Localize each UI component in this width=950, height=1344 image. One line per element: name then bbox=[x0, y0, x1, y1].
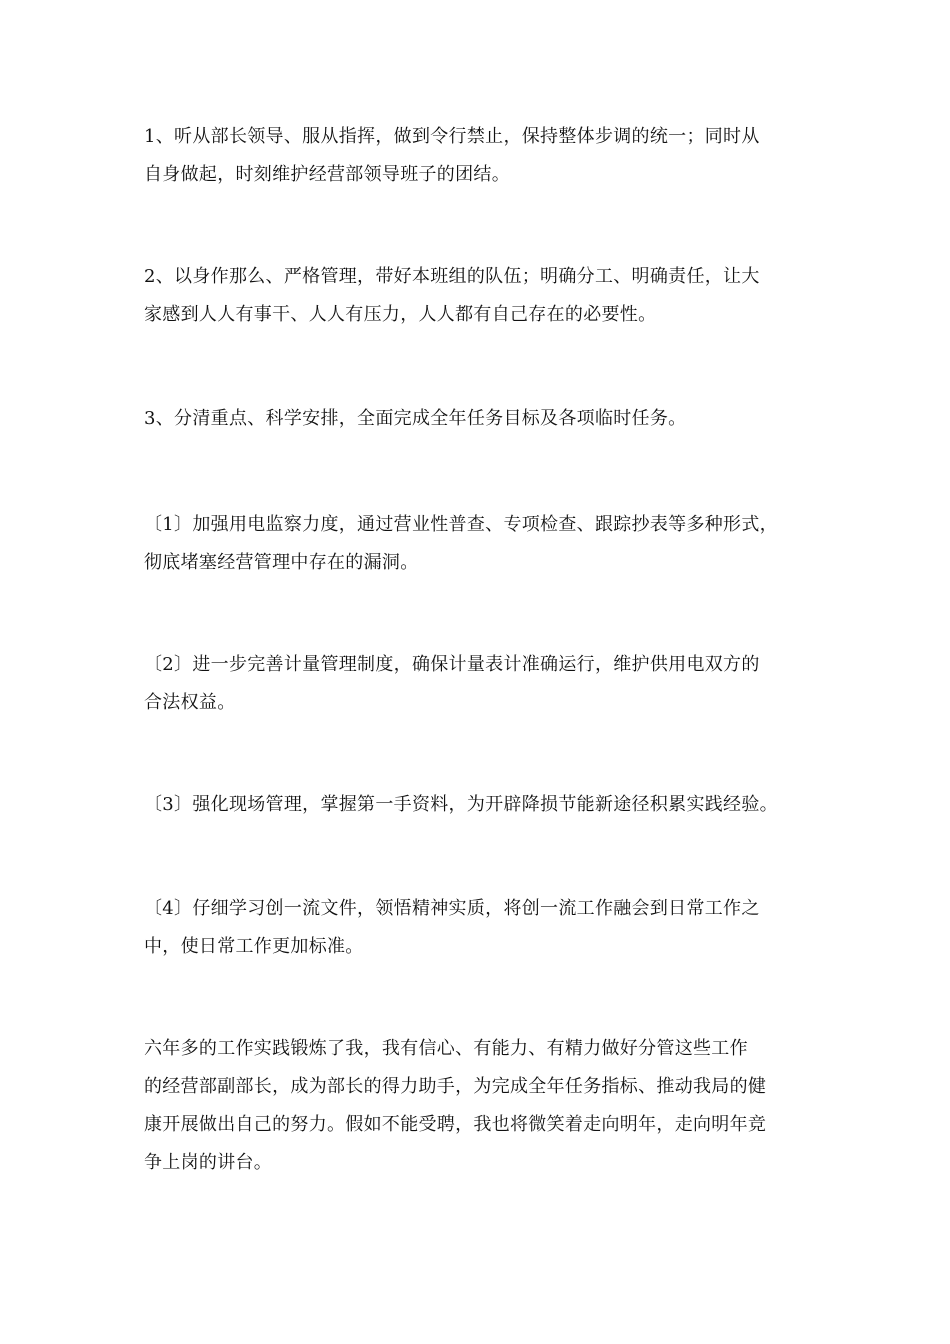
paragraph-line: 六年多的工作实践锻炼了我，我有信心、有能力、有精力做好分管这些工作 bbox=[144, 1038, 748, 1059]
paragraph-line: 中，使日常工作更加标准。 bbox=[144, 936, 364, 957]
paragraph-line: 的经营部副部长，成为部长的得力助手，为完成全年任务指标、推动我局的健 bbox=[144, 1076, 767, 1097]
paragraph-line: 争上岗的讲台。 bbox=[144, 1152, 273, 1173]
paragraph-2 bbox=[144, 258, 824, 334]
paragraph-line: 〔4〕仔细学习创一流文件，领悟精神实质，将创一流工作融会到日常工作之 bbox=[144, 898, 760, 919]
paragraph-8 bbox=[144, 1030, 824, 1182]
paragraph-7 bbox=[144, 890, 824, 966]
paragraph-line: 合法权益。 bbox=[144, 692, 236, 713]
paragraph-line: 自身做起，时刻维护经营部领导班子的团结。 bbox=[144, 164, 510, 185]
paragraph-line: 3、分清重点、科学安排，全面完成全年任务目标及各项临时任务。 bbox=[144, 408, 687, 429]
paragraph-3 bbox=[144, 400, 824, 438]
paragraph-1 bbox=[144, 118, 824, 194]
paragraph-line: 〔1〕加强用电监察力度，通过营业性普查、专项检查、跟踪抄表等多种形式， bbox=[144, 514, 778, 535]
paragraph-5 bbox=[144, 646, 824, 722]
paragraph-line: 〔3〕强化现场管理，掌握第一手资料，为开辟降损节能新途径积累实践经验。 bbox=[144, 794, 778, 815]
paragraph-line: 1、听从部长领导、服从指挥，做到令行禁止，保持整体步调的统一；同时从 bbox=[144, 126, 760, 147]
paragraph-line: 2、以身作那么、严格管理，带好本班组的队伍；明确分工、明确责任，让大 bbox=[144, 266, 760, 287]
paragraph-6 bbox=[144, 786, 824, 824]
paragraph-line: 康开展做出自己的努力。假如不能受聘，我也将微笑着走向明年，走向明年竞 bbox=[144, 1114, 767, 1135]
paragraph-4 bbox=[144, 506, 824, 582]
paragraph-line: 〔2〕进一步完善计量管理制度，确保计量表计准确运行，维护供用电双方的 bbox=[144, 654, 760, 675]
paragraph-line: 家感到人人有事干、人人有压力，人人都有自己存在的必要性。 bbox=[144, 304, 657, 325]
paragraph-line: 彻底堵塞经营管理中存在的漏洞。 bbox=[144, 552, 419, 573]
